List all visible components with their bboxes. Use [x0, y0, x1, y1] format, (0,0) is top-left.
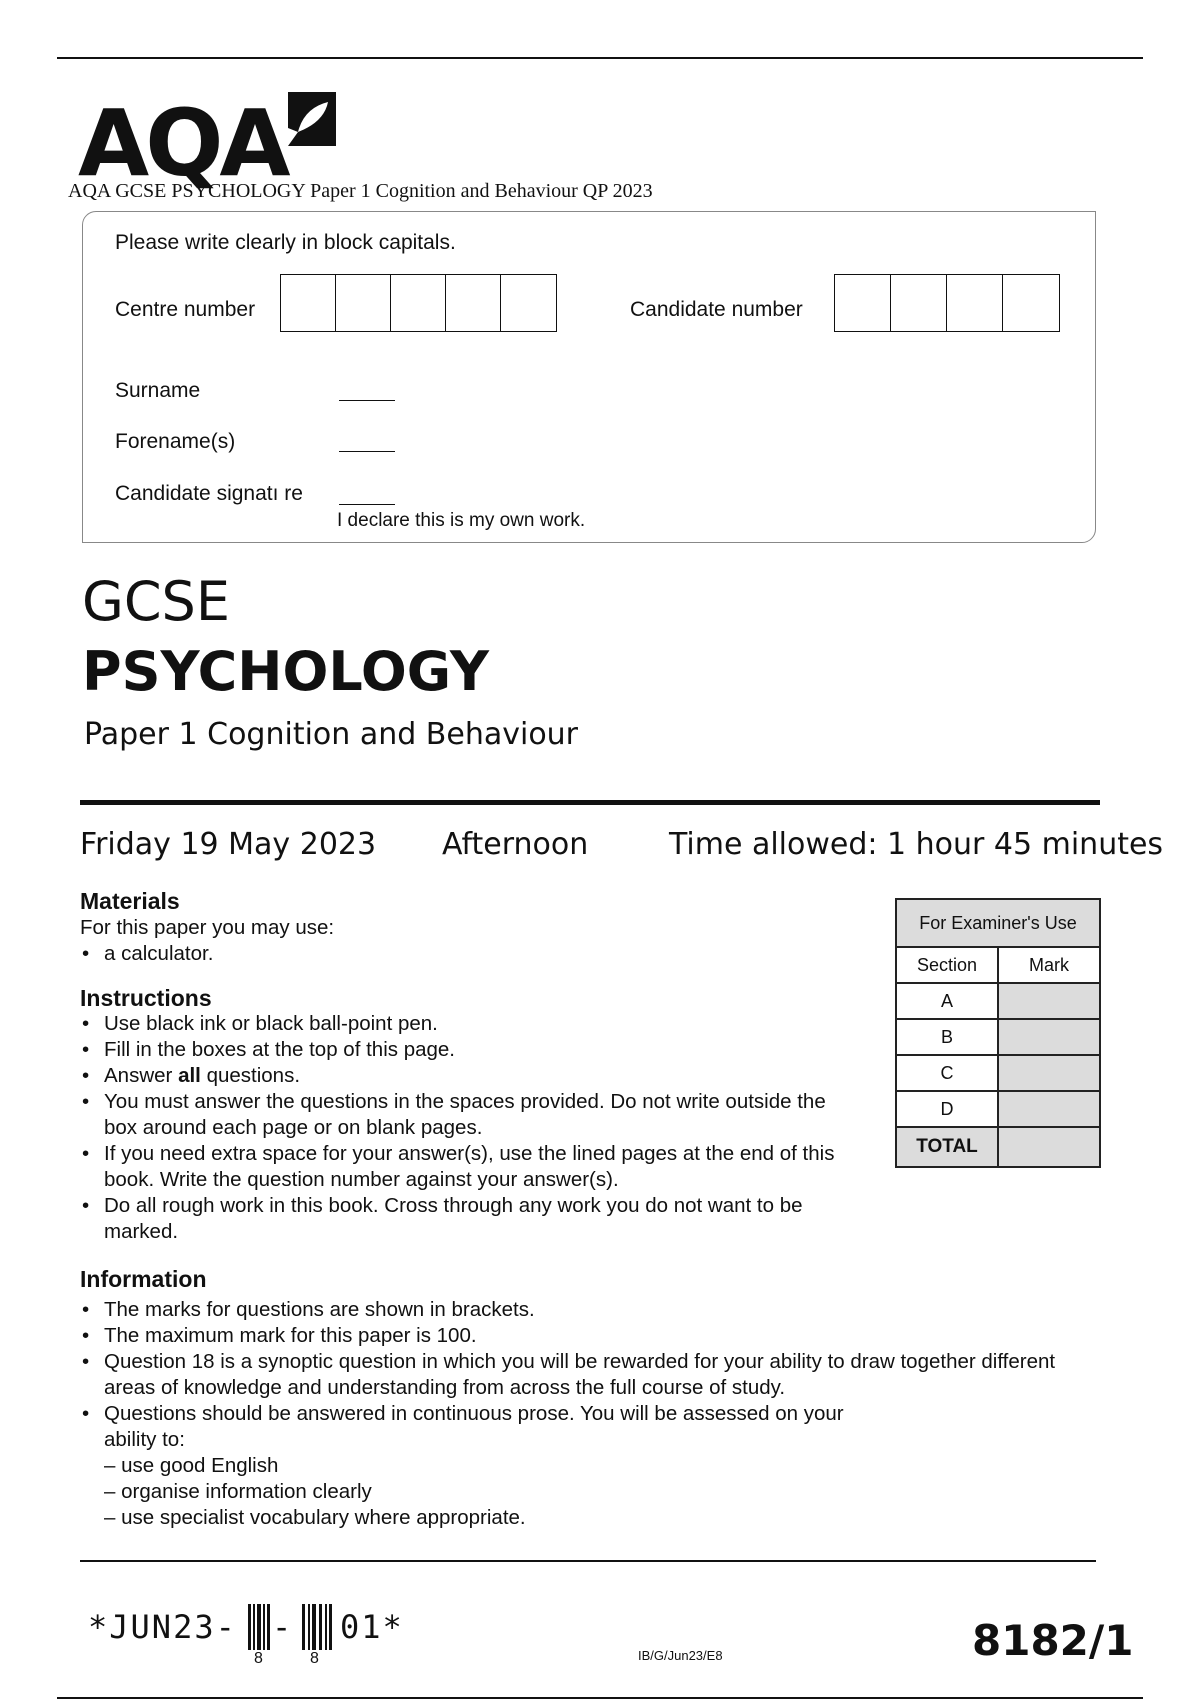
answer-text: Answer — [104, 1064, 173, 1087]
list-item — [80, 1063, 860, 1089]
materials-heading: Materials — [80, 888, 180, 914]
barcode-digit: 8 — [254, 1650, 263, 1667]
barcode-separator: - — [272, 1608, 294, 1646]
section-label: D — [896, 1091, 998, 1127]
sub-item-text: – use specialist vocabulary where appropriate. — [104, 1506, 526, 1529]
surname-field[interactable] — [339, 400, 395, 401]
sub-list-item — [80, 1453, 1060, 1479]
centre-number-cell[interactable] — [501, 275, 556, 331]
bottom-rule — [57, 1697, 1143, 1699]
candidate-number-boxes[interactable] — [834, 274, 1060, 332]
barcode-start: *JUN23- — [88, 1608, 237, 1646]
sub-item-text: – organise information clearly — [104, 1480, 372, 1503]
examiner-use-table — [895, 898, 1101, 1168]
examiner-table-title: For Examiner's Use — [896, 899, 1100, 947]
surname-label: Surname — [115, 379, 201, 402]
list-item: • If you need extra space for your answer(s), use the lined pages at the end of this book. Write the question number against your answer(s). — [80, 1141, 860, 1193]
total-mark-cell[interactable] — [998, 1127, 1100, 1167]
instructions-list — [80, 1011, 860, 1245]
aqa-logo-mark-icon — [284, 88, 340, 150]
footer-rule — [80, 1560, 1096, 1562]
mark-cell[interactable] — [998, 983, 1100, 1019]
mark-column-header: Mark — [998, 947, 1100, 983]
barcode-block-icon — [302, 1604, 332, 1650]
mark-cell[interactable] — [998, 1055, 1100, 1091]
list-item: • a calculator. — [80, 941, 860, 967]
centre-number-label: Centre number — [115, 298, 256, 321]
materials-list — [80, 941, 860, 967]
list-item: • The maximum mark for this paper is 100. — [80, 1323, 1060, 1349]
instructions-heading: Instructions — [80, 985, 212, 1011]
candidate-number-cell[interactable] — [1003, 275, 1059, 331]
top-rule — [57, 57, 1143, 59]
section-label: C — [896, 1055, 998, 1091]
sub-item-text: – use good English — [104, 1454, 279, 1477]
declaration-text: I declare this is my own work. — [337, 510, 586, 531]
document-reference: AQA GCSE PSYCHOLOGY Paper 1 Cognition and Behaviour QP 2023 — [68, 180, 653, 202]
centre-number-cell[interactable] — [281, 275, 336, 331]
candidate-number-cell[interactable] — [891, 275, 947, 331]
subject-title: PSYCHOLOGY — [82, 640, 490, 703]
forename-label: Forename(s) — [115, 430, 236, 453]
time-allowed: Time allowed: 1 hour 45 minutes — [669, 827, 1164, 862]
signature-label: Candidate signatı re — [115, 482, 303, 505]
aqa-logo-text: AQA — [78, 90, 287, 197]
section-label: A — [896, 983, 998, 1019]
sub-list-item — [80, 1505, 1060, 1531]
candidate-number-cell[interactable] — [947, 275, 1003, 331]
list-item: • Do all rough work in this book. Cross through any work you do not want to be marked. — [80, 1193, 860, 1245]
answer-text-end: questions. — [206, 1064, 301, 1087]
section-label: B — [896, 1019, 998, 1055]
materials-intro: For this paper you may use: — [80, 916, 335, 939]
list-item: • Questions should be answered in continuous prose. You will be assessed on your ability to: — [80, 1401, 864, 1453]
candidate-number-cell[interactable] — [835, 275, 891, 331]
section-column-header: Section — [896, 947, 998, 983]
information-list — [80, 1297, 1060, 1531]
information-heading: Information — [80, 1266, 207, 1292]
block-capitals-instruction: Please write clearly in block capitals. — [115, 231, 456, 254]
mark-cell[interactable] — [998, 1091, 1100, 1127]
exam-date: Friday 19 May 2023 — [80, 827, 377, 862]
list-item: • Fill in the boxes at the top of this page. — [80, 1037, 860, 1063]
list-item: • The marks for questions are shown in brackets. — [80, 1297, 1060, 1323]
barcode-digit: 8 — [310, 1650, 319, 1667]
centre-number-cell[interactable] — [336, 275, 391, 331]
paper-title: Paper 1 Cognition and Behaviour — [84, 717, 579, 752]
title-rule — [80, 800, 1100, 805]
centre-number-cell[interactable] — [446, 275, 501, 331]
answer-emphasis: all — [178, 1064, 201, 1087]
forename-field[interactable] — [339, 451, 395, 452]
ib-reference: IB/G/Jun23/E8 — [638, 1648, 723, 1663]
aqa-logo — [78, 90, 287, 197]
signature-field[interactable] — [339, 504, 395, 505]
exam-session: Afternoon — [442, 827, 589, 862]
list-item: • Use black ink or black ball-point pen. — [80, 1011, 860, 1037]
barcode-end: 01* — [340, 1608, 404, 1646]
candidate-number-label: Candidate number — [630, 298, 803, 321]
centre-number-cell[interactable] — [391, 275, 446, 331]
barcode-reference — [88, 1604, 438, 1674]
paper-code: 8182/1 — [972, 1616, 1134, 1665]
qualification-title: GCSE — [82, 570, 230, 633]
total-label: TOTAL — [896, 1127, 998, 1167]
barcode-block-icon — [248, 1604, 270, 1650]
list-item: • Question 18 is a synoptic question in which you will be rewarded for your ability to draw together different areas of knowledge and understanding from across the full course of study. — [80, 1349, 1060, 1401]
list-item: • You must answer the questions in the spaces provided. Do not write outside the box around each page or on blank pages. — [80, 1089, 860, 1141]
centre-number-boxes[interactable] — [280, 274, 557, 332]
sub-list-item — [80, 1479, 1060, 1505]
mark-cell[interactable] — [998, 1019, 1100, 1055]
